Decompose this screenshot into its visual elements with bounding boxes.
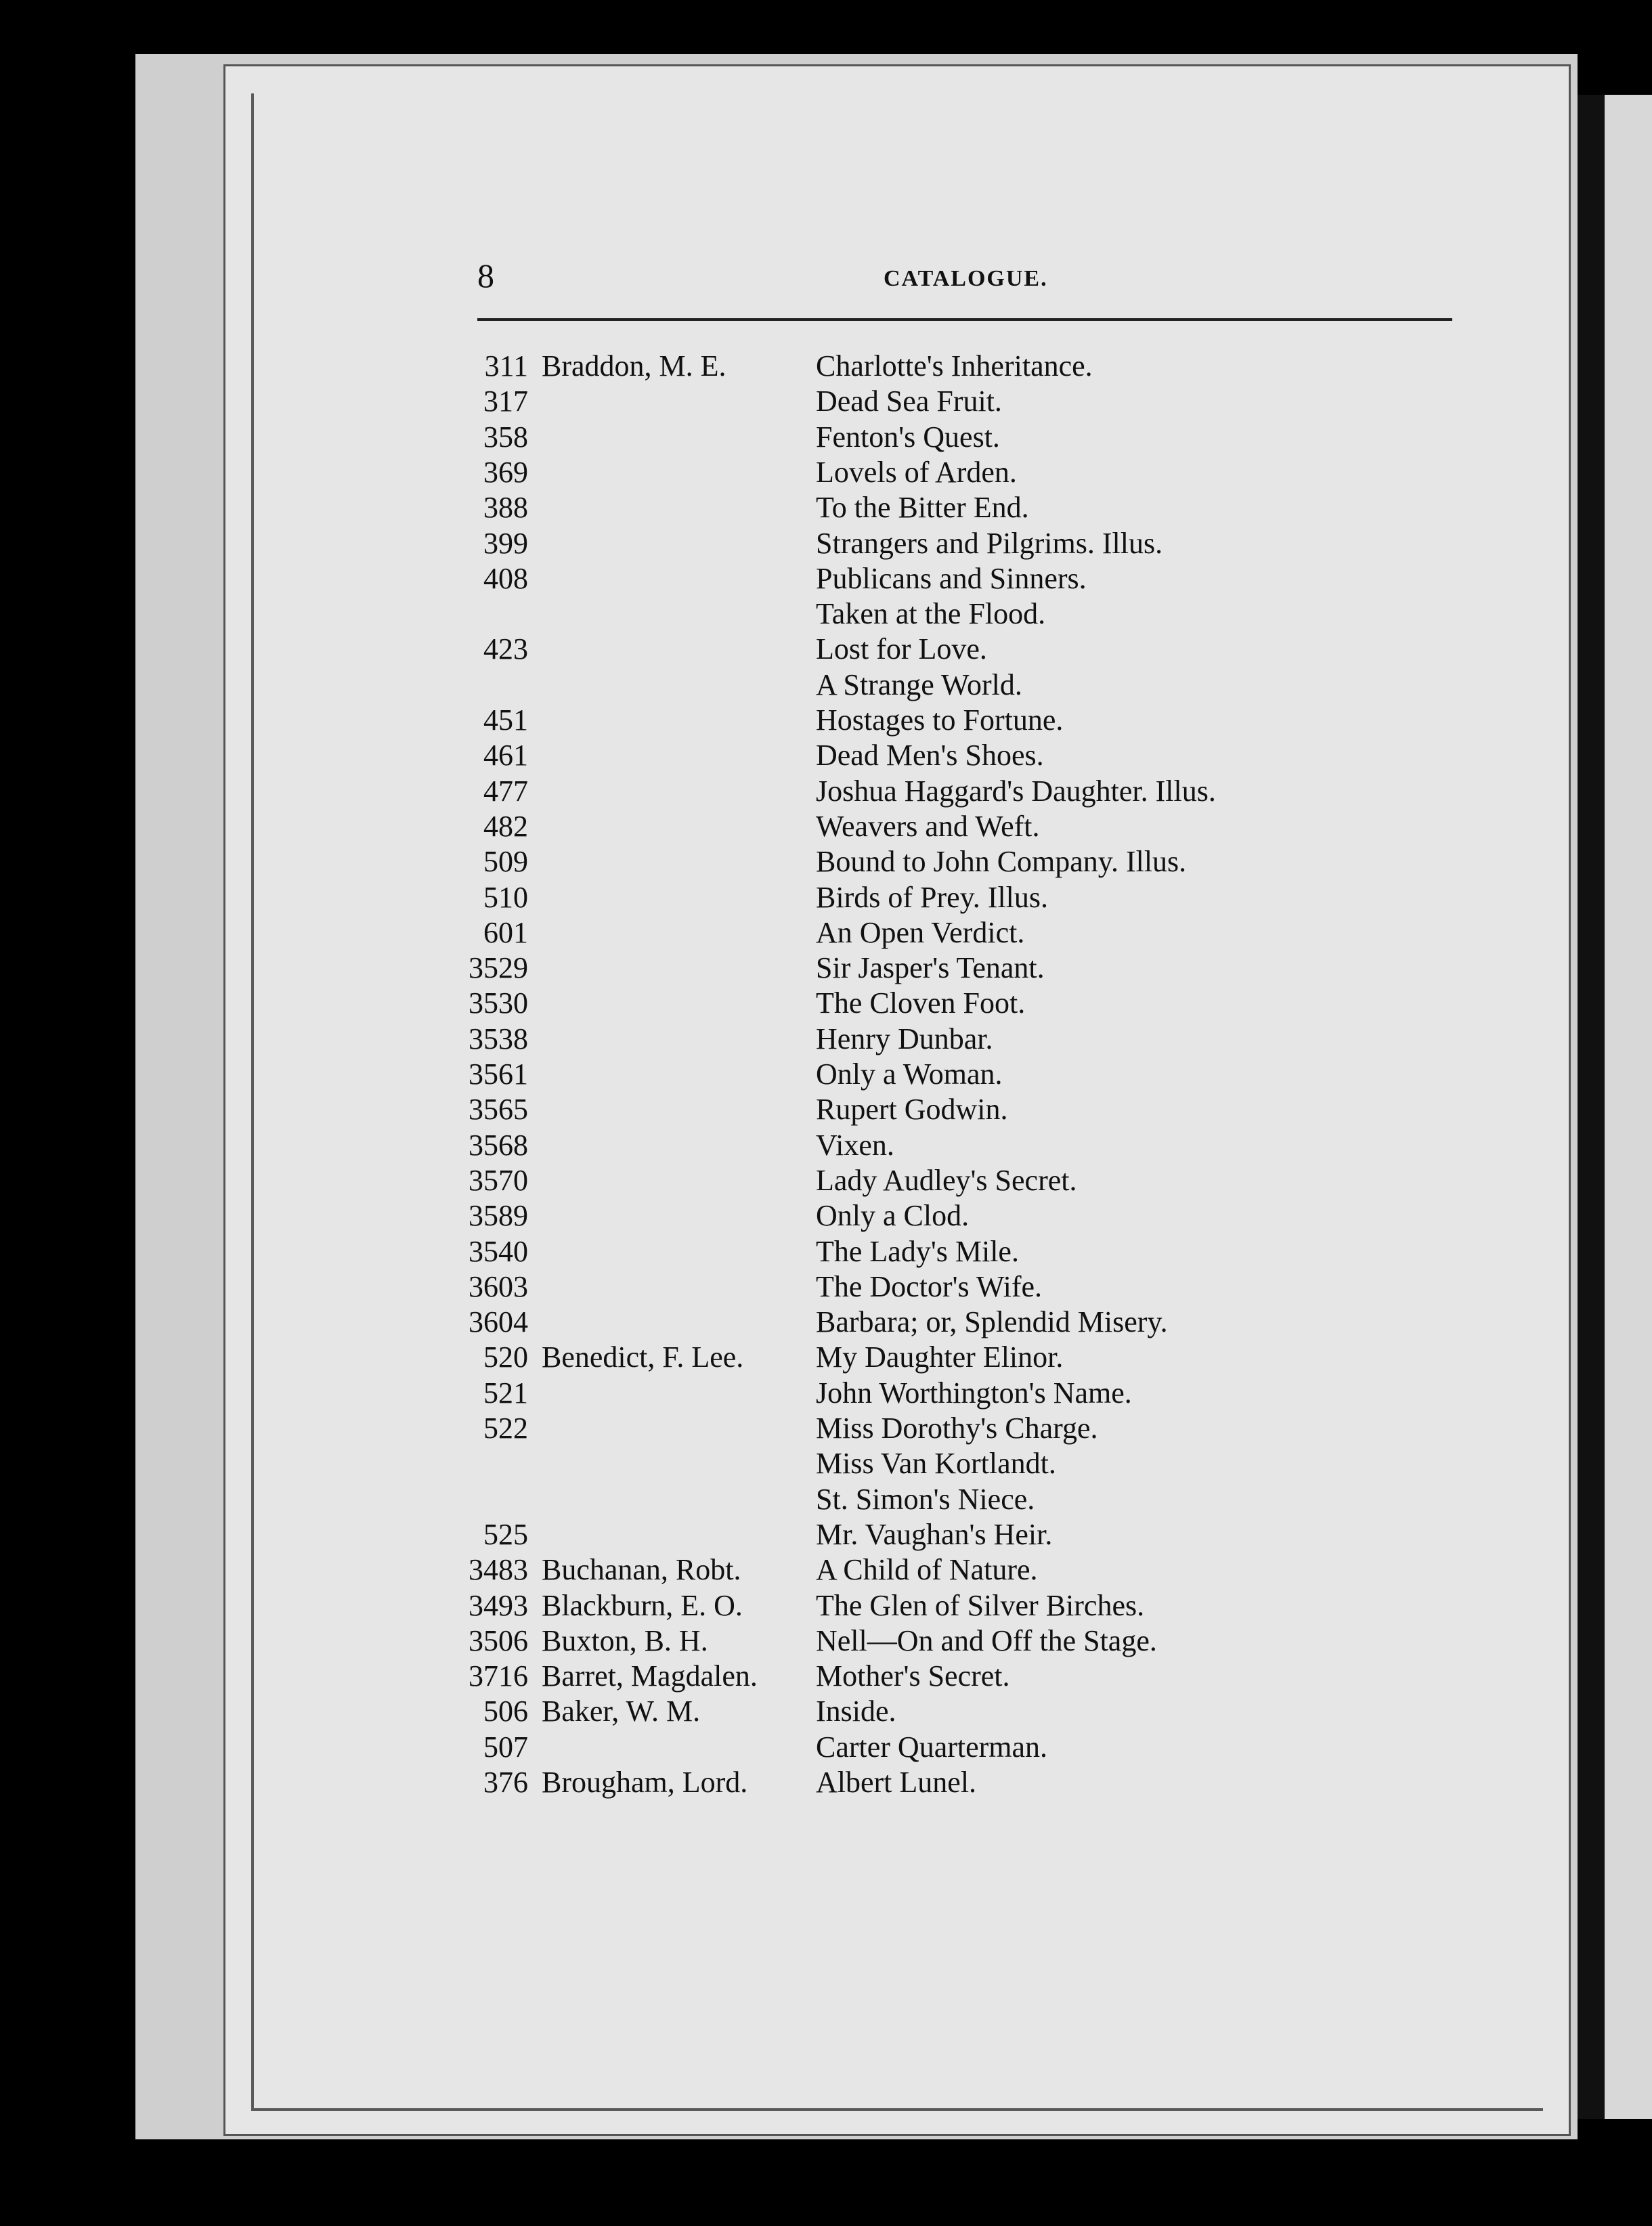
page-number: 8 [477, 257, 494, 294]
entry-title: The Doctor's Wife. [816, 1269, 1043, 1303]
entry-number: 3493 [469, 1588, 528, 1622]
entry-title: Only a Woman. [816, 1057, 1003, 1091]
entry-number: 358 [483, 420, 528, 454]
catalogue-entry [0, 1659, 1652, 1694]
catalogue-entry [0, 1376, 1652, 1411]
entry-number: 525 [483, 1517, 528, 1551]
entry-number: 3561 [469, 1057, 528, 1091]
entry-number: 3568 [469, 1128, 528, 1162]
entry-number: 510 [483, 880, 528, 914]
catalogue-entry [0, 490, 1652, 525]
catalogue-entry [0, 951, 1652, 986]
catalogue-entry [0, 1128, 1652, 1163]
catalogue-entry [0, 844, 1652, 879]
entry-title: Barbara; or, Splendid Misery. [816, 1305, 1168, 1339]
entry-number: 520 [483, 1340, 528, 1374]
entry-title: Miss Dorothy's Charge. [816, 1412, 1098, 1445]
entry-number: 482 [483, 809, 528, 843]
entry-author: Barret, Magdalen. [542, 1659, 758, 1693]
entry-number: 3604 [469, 1305, 528, 1339]
entry-title: John Worthington's Name. [816, 1376, 1132, 1410]
entry-number: 509 [483, 845, 528, 879]
entry-title: Dead Sea Fruit. [816, 385, 1002, 418]
header-rule [477, 318, 1452, 321]
entry-title: Charlotte's Inheritance. [816, 349, 1093, 383]
catalogue-entry [0, 1198, 1652, 1234]
entry-title: Albert Lunel. [816, 1766, 977, 1799]
entry-number: 3589 [469, 1199, 528, 1233]
catalogue-entry [0, 384, 1652, 419]
entry-number: 3540 [469, 1234, 528, 1268]
entry-number: 376 [483, 1766, 528, 1799]
catalogue-entry [0, 738, 1652, 773]
catalogue-entry [0, 1482, 1652, 1517]
catalogue-entry [0, 986, 1652, 1021]
catalogue-entry [0, 668, 1652, 703]
entry-author: Benedict, F. Lee. [542, 1340, 744, 1374]
catalogue-entry [0, 1411, 1652, 1446]
entry-title: Lost for Love. [816, 632, 987, 666]
entry-number: 522 [483, 1412, 528, 1445]
entry-number: 3506 [469, 1623, 528, 1657]
entry-title: Lovels of Arden. [816, 455, 1017, 489]
entry-number: 369 [483, 455, 528, 489]
entry-title: Mr. Vaughan's Heir. [816, 1517, 1053, 1551]
entry-title: St. Simon's Niece. [816, 1482, 1035, 1516]
entry-title: A Child of Nature. [816, 1553, 1038, 1587]
catalogue-entry [0, 1446, 1652, 1481]
entry-number: 317 [483, 385, 528, 418]
entry-title: Weavers and Weft. [816, 809, 1040, 843]
catalogue-entry [0, 455, 1652, 490]
catalogue-entry [0, 1092, 1652, 1127]
entry-number: 507 [483, 1730, 528, 1764]
entry-author: Braddon, M. E. [542, 349, 726, 383]
entry-title: Inside. [816, 1695, 896, 1728]
entry-title: The Lady's Mile. [816, 1234, 1019, 1268]
catalogue-entry [0, 1022, 1652, 1057]
catalogue-entry [0, 1340, 1652, 1375]
entry-title: Dead Men's Shoes. [816, 739, 1044, 772]
entry-title: Mother's Secret. [816, 1659, 1010, 1693]
entry-title: Sir Jasper's Tenant. [816, 951, 1045, 985]
entry-title: Fenton's Quest. [816, 420, 1000, 454]
entry-number: 3570 [469, 1163, 528, 1197]
catalogue-entry [0, 1623, 1652, 1659]
entry-title: Hostages to Fortune. [816, 703, 1064, 737]
entry-number: 3530 [469, 986, 528, 1020]
entry-title: Taken at the Flood. [816, 597, 1046, 631]
catalogue-entry [0, 561, 1652, 596]
entry-title: The Cloven Foot. [816, 986, 1026, 1020]
catalogue-entry [0, 774, 1652, 809]
catalogue-entry [0, 880, 1652, 915]
catalogue-entry [0, 1163, 1652, 1198]
entry-number: 3529 [469, 951, 528, 985]
running-title: CATALOGUE. [884, 266, 1048, 291]
entry-title: Joshua Haggard's Daughter. Illus. [816, 774, 1216, 808]
entry-title: Nell—On and Off the Stage. [816, 1623, 1157, 1657]
entry-title: Vixen. [816, 1128, 894, 1162]
entry-title: Lady Audley's Secret. [816, 1163, 1077, 1197]
entry-number: 423 [483, 632, 528, 666]
catalogue-entry [0, 526, 1652, 561]
catalogue-entry [0, 1517, 1652, 1552]
catalogue-entry [0, 1305, 1652, 1340]
catalogue-entry [0, 349, 1652, 384]
catalogue-entry [0, 915, 1652, 951]
entry-author: Baker, W. M. [542, 1695, 701, 1728]
entry-author: Buxton, B. H. [542, 1623, 708, 1657]
entry-number: 3483 [469, 1553, 528, 1587]
entry-author: Blackburn, E. O. [542, 1588, 743, 1622]
entry-title: Strangers and Pilgrims. Illus. [816, 526, 1163, 560]
entry-number: 388 [483, 491, 528, 525]
entry-title: Miss Van Kortlandt. [816, 1447, 1056, 1481]
entry-title: An Open Verdict. [816, 915, 1025, 949]
entry-number: 601 [483, 915, 528, 949]
entry-title: Henry Dunbar. [816, 1022, 993, 1055]
catalogue-entry [0, 632, 1652, 667]
catalogue-entry [0, 1234, 1652, 1269]
entry-number: 311 [484, 349, 528, 383]
entry-number: 506 [483, 1695, 528, 1728]
catalogue-entry [0, 1057, 1652, 1092]
catalogue-entry [0, 703, 1652, 738]
entry-title: To the Bitter End. [816, 491, 1029, 525]
catalogue-entry [0, 596, 1652, 632]
entry-number: 461 [483, 739, 528, 772]
entry-number: 451 [483, 703, 528, 737]
entry-number: 399 [483, 526, 528, 560]
catalogue-entry [0, 809, 1652, 844]
catalogue-entry [0, 1269, 1652, 1305]
catalogue-entry [0, 1588, 1652, 1623]
entry-number: 521 [483, 1376, 528, 1410]
entry-title: My Daughter Elinor. [816, 1340, 1064, 1374]
catalogue-entry [0, 420, 1652, 455]
entry-author: Brougham, Lord. [542, 1766, 748, 1799]
catalogue-entry [0, 1694, 1652, 1729]
entry-number: 408 [483, 561, 528, 595]
entry-number: 3716 [469, 1659, 528, 1693]
entry-title: Birds of Prey. Illus. [816, 880, 1049, 914]
entry-number: 3603 [469, 1269, 528, 1303]
entry-title: Publicans and Sinners. [816, 561, 1087, 595]
entry-number: 477 [483, 774, 528, 808]
entry-author: Buchanan, Robt. [542, 1553, 741, 1587]
entry-title: Bound to John Company. Illus. [816, 845, 1187, 879]
entry-title: The Glen of Silver Birches. [816, 1588, 1145, 1622]
entry-number: 3565 [469, 1093, 528, 1127]
entry-title: Only a Clod. [816, 1199, 970, 1233]
entry-title: A Strange World. [816, 668, 1022, 701]
entry-number: 3538 [469, 1022, 528, 1055]
catalogue-entry [0, 1730, 1652, 1765]
entry-title: Carter Quarterman. [816, 1730, 1048, 1764]
catalogue-entry [0, 1552, 1652, 1588]
catalogue-entry [0, 1765, 1652, 1800]
entry-title: Rupert Godwin. [816, 1093, 1008, 1127]
